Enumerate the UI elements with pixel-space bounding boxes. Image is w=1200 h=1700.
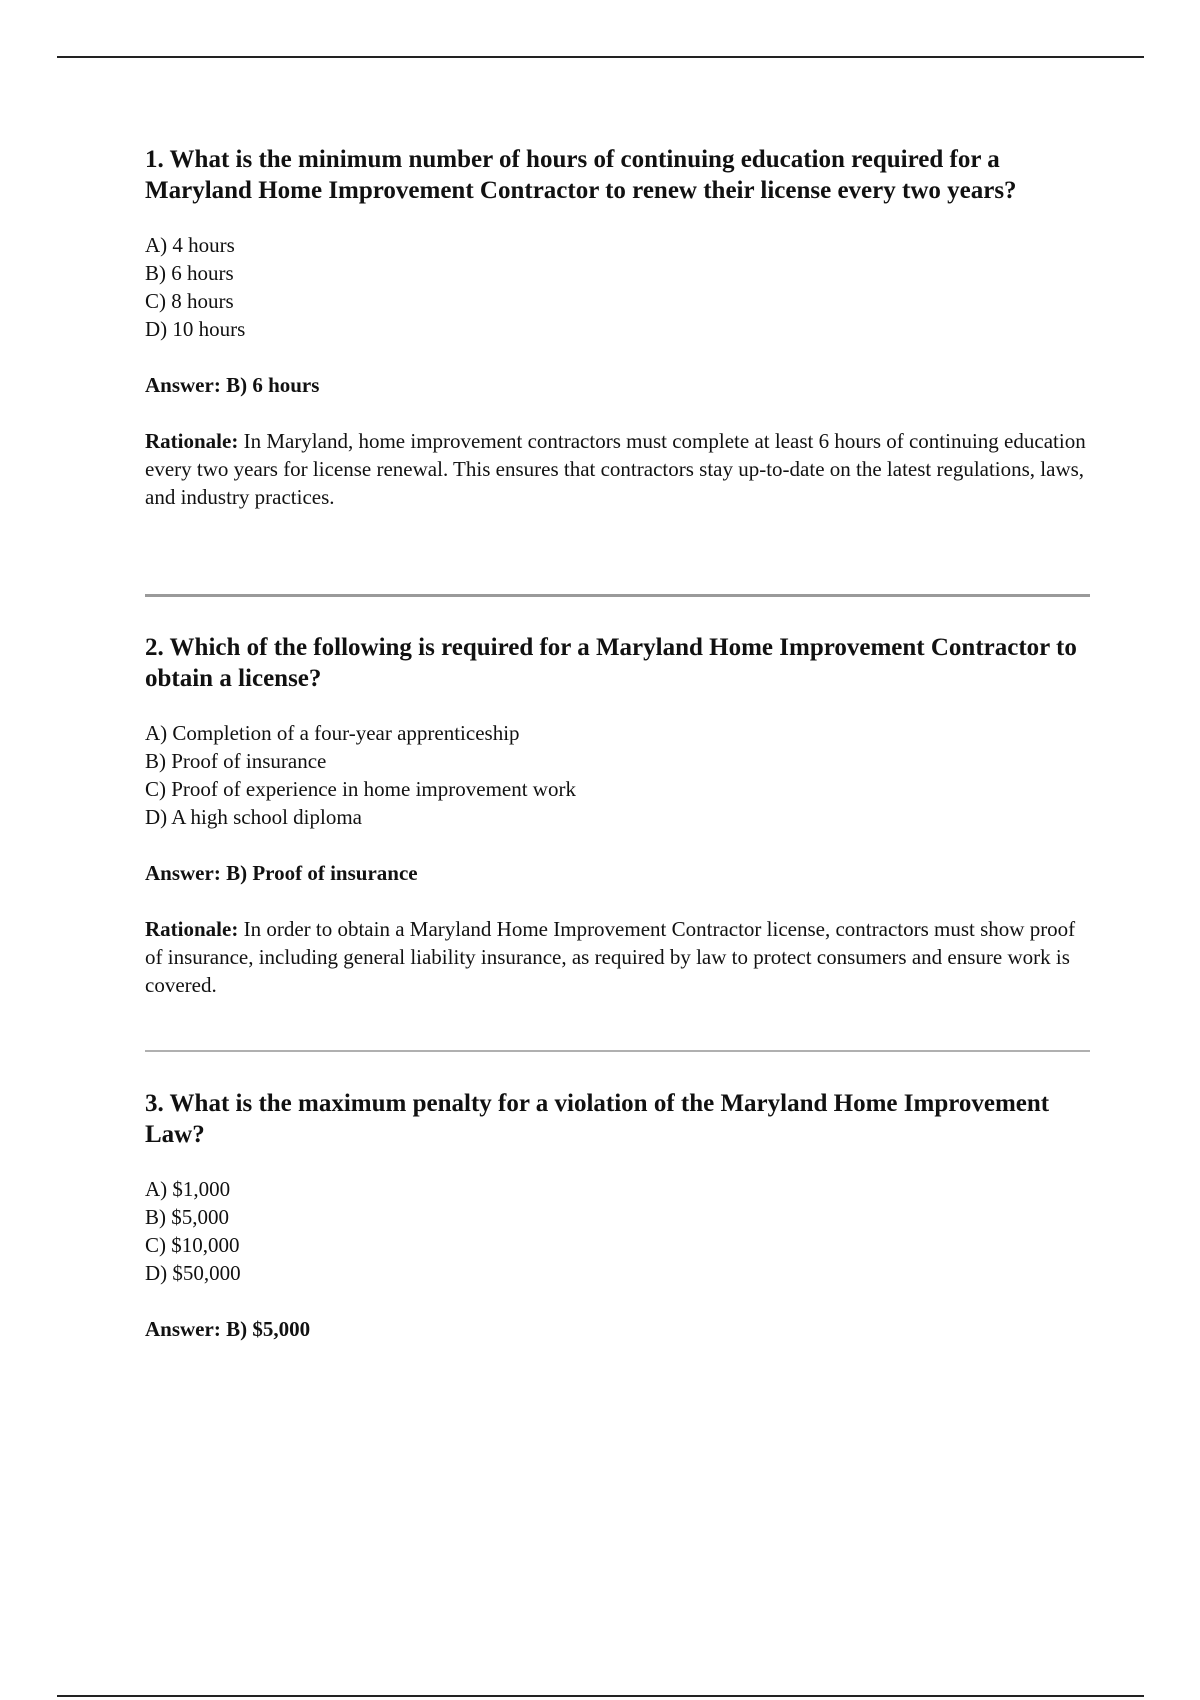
option-a: A) Completion of a four-year apprenticeship (145, 721, 520, 745)
option-d: D) A high school diploma (145, 805, 362, 829)
answer-value: B) 6 hours (226, 373, 320, 397)
page-top-rule (57, 56, 1144, 58)
answer-label: Answer: (145, 373, 221, 397)
option-c: C) 8 hours (145, 289, 234, 313)
option-c: C) Proof of experience in home improvement work (145, 777, 576, 801)
question-text: 2. Which of the following is required for a Maryland Home Improvement Contractor to obtain a license? (145, 634, 1077, 692)
option-b: B) $5,000 (145, 1205, 229, 1229)
answer-label: Answer: (145, 861, 221, 885)
option-c: C) $10,000 (145, 1233, 240, 1257)
option-a: A) 4 hours (145, 233, 235, 257)
rationale-text: In Maryland, home improvement contractors must complete at least 6 hours of continuing education every two years for license renewal. This ensures that contractors stay up-to-date on the latest regulations, laws, and industry practices. (145, 429, 1086, 509)
option-a: A) $1,000 (145, 1177, 231, 1201)
rationale-paragraph (145, 915, 1090, 999)
question-text: 3. What is the maximum penalty for a violation of the Maryland Home Improvement Law? (145, 1090, 1050, 1148)
question-block-2 (145, 632, 1090, 999)
section-divider (145, 594, 1090, 597)
answer-value: B) $5,000 (226, 1317, 311, 1341)
answer-label: Answer: (145, 1317, 221, 1341)
question-block-3 (145, 1088, 1090, 1343)
options-list (145, 1175, 1090, 1287)
page-bottom-rule (57, 1695, 1144, 1697)
answer-line (145, 371, 1090, 399)
answer-line (145, 859, 1090, 887)
rationale-label: Rationale: (145, 917, 239, 941)
answer-value: B) Proof of insurance (226, 861, 418, 885)
answer-line (145, 1315, 1090, 1343)
rationale-label: Rationale: (145, 429, 239, 453)
option-d: D) $50,000 (145, 1261, 241, 1285)
options-list (145, 231, 1090, 343)
question-block-1 (145, 144, 1090, 511)
rationale-text: In order to obtain a Maryland Home Improvement Contractor license, contractors must show proof of insurance, including general liability insurance, as required by law to protect consumers and ensure work is covered. (145, 917, 1076, 997)
option-d: D) 10 hours (145, 317, 246, 341)
rationale-paragraph (145, 427, 1090, 511)
option-b: B) 6 hours (145, 261, 234, 285)
option-b: B) Proof of insurance (145, 749, 327, 773)
section-divider (145, 1050, 1090, 1052)
question-text: 1. What is the minimum number of hours of continuing education required for a Maryland Home Improvement Contractor to renew their license every two years? (145, 146, 1017, 204)
options-list (145, 719, 1090, 831)
